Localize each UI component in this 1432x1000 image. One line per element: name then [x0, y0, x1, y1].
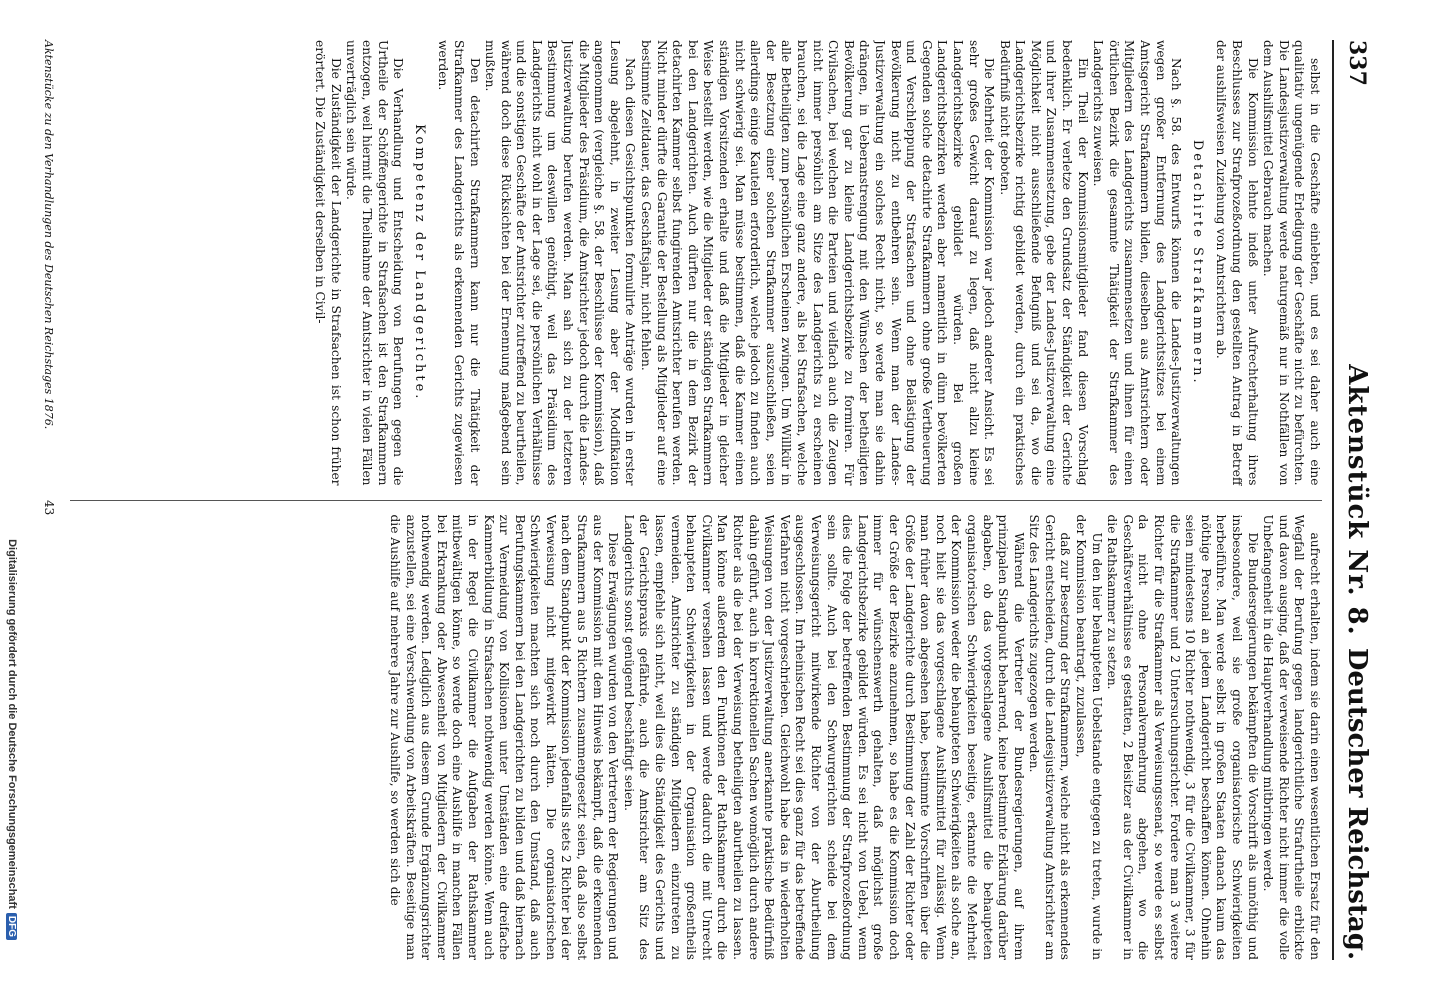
paragraph: Während die Vertreter der Bundesregierungen, auf ihrem prinzipalen Standpunkt beharrend, keine bestimmte Erklärung darüber abgaben, ob das vorgeschlagene Aushilfsmittel die behaupteten organisatorischen Schwierigkeiten beseitige, erkannte die Mehrheit der Kommission weder die behaupteten Schwierigkeiten als solche an, noch hielt sie das vorgeschlagene Aushilfsmittel für zulässig. Wenn man früher davon abgesehen habe, bestimmte Vorschriften über die Größe der Landgerichte durch Bestimmung der Zahl der Richter oder der Größe der Bezirke anzunehmen, so habe es die Kommission doch immer für wünschenswerth gehalten, daß möglichst große Landgerichtsbezirke gebildet würden. Es sei nicht von Uebel, wenn dies die Folge der betreffenden Bestimmung der Strafprozeßordnung sein sollte. Auch bei den Schwurgerichten scheide bei dem Verweisungsgericht mitwirkende Richter von der Aburtheilung ausgeschlossen. Im rheinischen Recht sei dies ganz für das betreffende Verfahren nicht vorgeschrieben. Gleichwohl habe das in wiederholten Weisungen von der Justizverwaltung anerkannte praktische Bedürfniß dahin geführt, auch in korrektionellen Sachen womöglich durch andere Richter als die bei der Verweisung betheiligten aburtheilen zu lassen. Man könne außerdem den Funktionen der Rathskammer durch die Civilkammer versehen lassen und werde dadurch die mit Unrecht behaupteten Schwierigkeiten in der Organisation großentheils vermeiden. Amtsrichter zu ständigen Mitgliedern einzutreten zu lassen, empfehle sich nicht, weil dies die Ständigkeit des Gerichts und der Gerichtspraxis gefährde, auch die Amtsrichter am Sitz des Landgerichts sonst genügend beschäftigt seien. — [621, 514, 1026, 960]
paragraph: Nach §. 58. des Entwurfs können die Landes-Justizverwaltungen wegen großer Entfernung des Landgerichtssitzes bei einem Amtsgericht Strafkammern bilden, dieselben aus Amtsrichtern oder Mitgliedern des Landgerichts zusammensetzen und ihnen für einen örtlichen Bezirk die gesammte Thätigkeit der Strafkammer des Landgerichts zuweisen. — [1091, 40, 1184, 486]
paragraph: Ein Theil der Kommissionsmitglieder fand diesen Vorschlag bedenklich. Er verletze den Grundsatz der Ständigkeit der Gerichte und ihrer Zusammensetzung, gebe der Landes-Justizverwaltung eine Möglichkeit nicht ausschließende Befugniß und sei da, wo die Landgerichtsbezirke richtig gebildet werden, durch ein praktisches Bedürfniß nicht geboten. — [997, 40, 1090, 486]
paragraph: daß zur Besetzung der Strafkammern, welche nicht als erkennendes Gericht entscheiden, durch die Landesjustizverwaltung Amtsrichter am Sitz des Landgerichts zugezogen werden. — [1027, 514, 1073, 960]
right-column — [70, 515, 1322, 961]
section-heading: Detachirte Strafkammern. — [1189, 139, 1205, 386]
paragraph: Um den hier behaupteten Uebelstande entgegen zu treten, wurde in der Kommission beantragt, zuzulassen, — [1074, 514, 1104, 960]
paragraph: Die Zuständigkeit der Landgerichte in Strafsachen ist schon früher erörtert. Die Zuständigkeit derselben in Civil- — [313, 40, 343, 486]
text-columns — [70, 40, 1322, 960]
digitization-credit — [6, 60, 18, 940]
digitization-text: Digitalisierung gefördert durch die Deutsche Forschungsgemeinschaft — [6, 539, 18, 909]
page-header — [1332, 40, 1374, 960]
paragraph: Den detachirten Strafkammern kann nur die Thätigkeit der Strafkammer des Landgerichts als erkennenden Gerichts zugewiesen werden. — [436, 40, 482, 486]
left-column — [70, 40, 1322, 486]
paragraph: Die Verhandlung und Entscheidung von Berufungen gegen die Urtheile der Schöffengerichte in Strafsachen ist den Strafkammern entzogen, weil hiermit die Theilnahme der Amtsrichter in vielen Fällen unverträglich sein würde. — [344, 40, 406, 486]
signature-mark: 43 — [42, 500, 56, 516]
paragraph: selbst in die Geschäfte einlebten, und es sei daher auch eine qualitativ ungenügende Erledigung der Geschäfte nicht zu befürchten. Die Landesjustizverwaltung werde naturgemäß nur in Nothfällen von dem Aushilfsmittel Gebrauch machen. — [1261, 40, 1322, 486]
dfg-logo: DFG — [6, 913, 17, 940]
running-head: Deutscher Reichstag. — [1342, 647, 1372, 960]
paragraph: Die Bundesregierungen bekämpften die Vorschrift als unnöthig und insbesondere, weil sie große organisatorische Schwierigkeiten herbeiführe. Man werde selbst in großen Staaten danach kaum das nöthige Personal an jedem Landgericht beschaffen können. Ohnehin seien mindestens 10 Richter nothwendig, 3 für die Civilkammer, 3 für die Strafkammer und 2 Untersuchungsrichter. Fordere man 3 weitere Richter für die Strafkammer als Verweisungssenat, so werde es selbst da nicht ohne Personalvermehrung abgehen, wo die Geschäftsverhältnisse es gestatten, 2 Beisitzer aus der Civilkammer in die Rathskammer zu setzen. — [1105, 514, 1260, 960]
page-number: 337 — [1344, 40, 1370, 86]
page-title: Aktenstück Nr. 8. — [1342, 364, 1372, 636]
paragraph: Diese Erwägungen wurden von den Vertretern der Regierungen und aus der Kommission mit dem Hinweis bekämpft, daß die erkennenden Strafkammern aus 5 Richtern zusammengesetzt seien, daß also selbst nach dem Standpunkt der Kommission jedenfalls stets 2 Richter bei der Verweisung nicht mitgewirkt hätten. Die organisatorischen Schwierigkeiten machten sich noch durch den Umstand, daß auch Berufungskammern bei den Landgerichten zu bilden und daß hiernach zur Vermeidung von Kollisionen unter Umständen eine dreifache Kammerbildung in Strafsachen nothwendig werden könne. Wenn auch in der Regel die Civilkammer die Aufgaben der Rathskammer mitbewältigen könne, so werde doch eine Aushilfe in manchen Fällen bei Erkrankung oder Abwesenheit von Mitgliedern der Civilkammer nothwendig werden. Lediglich aus diesem Grunde Ergänzungsrichter anzustellen, sei eine Verschwendung von Arbeitskräften. Beseitige man die Aushilfe auf mehrere Jahre zur Aushilfe, so werden sich die — [387, 514, 621, 960]
paragraph: Nach diesen Gesichtspunkten formulirte Anträge wurden in erster Lesung abgelehnt, in zweiter Lesung aber der Modifikation angenommen (vergleiche §. 58. der Beschlüsse der Kommission), daß die Mitglieder des Präsidium, die Amtsrichter jedoch durch die Landes-Justizverwaltung berufen werden. Man sah sich zu der letzteren Bestimmung um deswillen genöthigt, weil das Präsidium des Landgerichts nicht wohl in der Lage sei, die persönlichen Verhältnisse und die sonstigen Geschäfte der Amtsrichter zutreffend zu beurtheilen, während doch diese Rücksichten bei der Ernennung maßgebend sein mußten. — [483, 40, 638, 486]
paragraph: Die Kommission lehnte indeß unter Aufrechterhaltung ihres Beschlusses zur Strafprozeßordnung den gestellten Antrag in Betreff der aushilfsweisen Zuziehung von Amtsrichtern ab. — [1214, 40, 1260, 486]
footer-note: Aktenstücke zu den Verhandlungen des Deutschen Reichstages 1876. — [42, 40, 55, 430]
paragraph: aufrecht erhalten, indem sie darin einen wesentlichen Ersatz für den Wegfall der Berufung gegen landgerichtliche Strafurtheile erblickte und davon ausging, daß der verweisende Richter nicht immer die volle Unbefangenheit in die Hauptverhandlung mitbringen werde. — [1261, 514, 1322, 960]
column-divider — [70, 500, 1322, 501]
paragraph: Die Mehrheit der Kommission war jedoch anderer Ansicht. Es sei sehr großes Gewicht darauf zu legen, daß nicht allzu kleine Landgerichtsbezirke gebildet würden. Bei großen Landgerichtsbezirken werden aber namentlich in dünn bevölkerten Gegenden solche detachirte Strafkammern ohne große Vertheuerung und Verschleppung der Strafsachen und ohne Belästigung der Bevölkerung nicht zu entbehren sein. Wenn man der Landes-Justizverwaltung ein solches Recht nicht, so werde man sie dahin drängen, in Ueberanstrengung mit den Wünschen der betheiligten Bevölkerung gar zu kleine Landgerichtsbezirke zu formiren. Für Civilsachen, bei welchen die Parteien und vielfach auch die Zeugen nicht immer persönlich am Sitze des Landgerichts zu erscheinen brauchen, sei die Lage eine ganz andere, als bei Strafsachen, welche alle Betheiligten zum persönlichen Erscheinen zwingen. Um Willkür in der Besetzung einer solchen Strafkammer auszuschließen, seien allerdings einige Kautelen erforderlich, welche jedoch zu finden auch nicht schwierig sei. Man müsse bestimmen, daß die Kammer einen ständigen Vorsitzenden erhalte und daß die Mitglieder in gleicher Weise bestellt werden, wie die Mitglieder der ständigen Strafkammern bei den Landgerichten. Auch dürften nur die in dem Bezirk der detachirten Kammer selbst fungirenden Amtsrichter berufen werden. Nicht minder dürfte die Garantie der Bestellung als Mitglieder auf eine bestimmte Zeitdauer, das Geschäftsjahr, nicht fehlen. — [639, 40, 997, 486]
section-heading: Kompetenz der Landgerichte. — [411, 124, 427, 402]
